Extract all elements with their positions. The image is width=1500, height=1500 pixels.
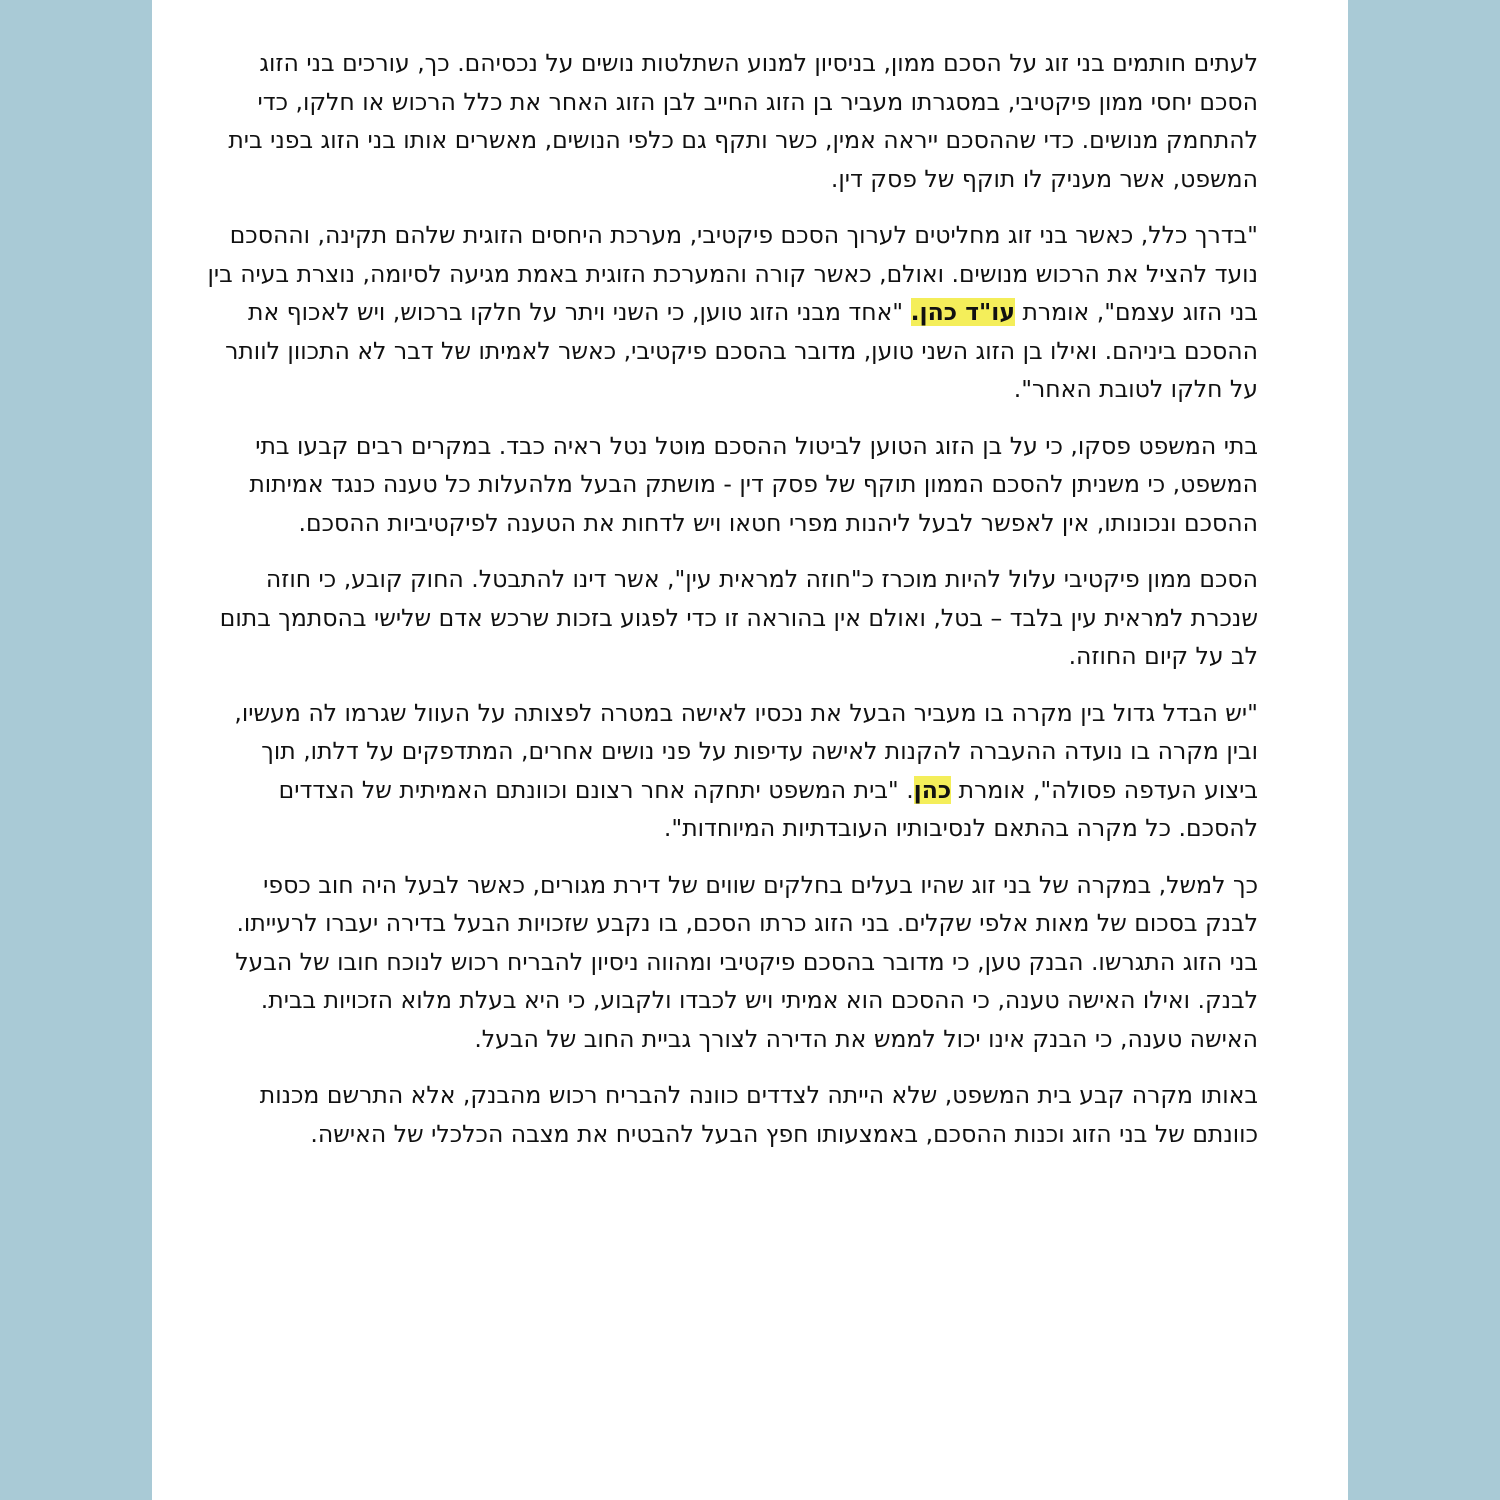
article-paragraph [204, 694, 1258, 848]
paragraph-text: כך למשל, במקרה של בני זוג שהיו בעלים בחלקים שווים של דירת מגורים, כאשר לבעל היה חוב כספי לבנק בסכום של מאות אלפי שקלים. בני הזוג כרתו הסכם, בו נקבע שזכויות הבעל בדירה יעברו לרעייתו. בני הזוג התגרשו. הבנק טען, כי מדובר בהסכם פיקטיבי ומהווה ניסיון להבריח רכוש לנוכח חובו של הבעל לבנק. ואילו האישה טענה, כי ההסכם הוא אמיתי ויש לכבדו ולקבוע, כי היא בעלת מלוא הזכויות בבית. האישה טענה, כי הבנק אינו יכול לממש את הדירה לצורך גביית החוב של הבעל. [235, 870, 1258, 1053]
article-paragraph [204, 44, 1258, 198]
paragraph-text: בתי המשפט פסקו, כי על בן הזוג הטוען לביטול ההסכם מוטל נטל ראיה כבד. במקרים רבים קבעו בתי המשפט, כי משניתן להסכם הממון תוקף של פסק דין - מושתק הבעל מלהעלות כל טענה כנגד אמיתות ההסכם ונכונותו, אין לאפשר לבעל ליהנות מפרי חטאו ויש לדחות את הטענה לפיקטיביות ההסכם. [249, 431, 1258, 537]
article-body [204, 44, 1258, 1171]
paragraph-text: "אחד מבני הזוג טוען, כי השני ויתר על חלקו ברכוש, ויש לאכוף את ההסכם ביניהם. ואילו בן הזוג השני טוען, מדובר בהסכם פיקטיבי, כאשר לאמיתו של דבר לא התכוון לוותר על חלקו לטובת האחר". [225, 298, 1258, 403]
article-paragraph [204, 427, 1258, 543]
paragraph-text: לעתים חותמים בני זוג על הסכם ממון, בניסיון למנוע השתלטות נושים על נכסיהם. כך, עורכים בני הזוג הסכם יחסי ממון פיקטיבי, במסגרתו מעביר בן הזוג החייב לבן הזוג האחר את כלל הרכוש או חלקו, כדי להתחמק מנושים. כדי שההסכם ייראה אמין, כשר ותקף גם כלפי הנושים, מאשרים אותו בני הזוג בפני בית המשפט, אשר מעניק לו תוקף של פסק דין. [228, 49, 1258, 193]
highlighted-name: כהן [913, 775, 952, 804]
paragraph-text: הסכם ממון פיקטיבי עלול להיות מוכרז כ"חוזה למראית עין", אשר דינו להתבטל. החוק קובע, כי חוזה שנכרת למראית עין בלבד – בטל, ואולם אין בהוראה זו כדי לפגוע בזכות שרכש אדם שלישי בהסתמך בתום לב על קיום החוזה. [219, 565, 1258, 670]
article-paragraph [204, 866, 1258, 1059]
article-paragraph [204, 1076, 1258, 1153]
paragraph-text: . "בית המשפט יתחקה אחר רצונם וכוונתם האמיתית של הצדדים להסכם. כל מקרה בהתאם לנסיבותיו העובדתיות המיוחדות". [278, 775, 1258, 842]
highlighted-name: עו"ד כהן. [910, 298, 1016, 326]
paragraph-text: "בדרך כלל, כאשר בני זוג מחליטים לערוך הסכם פיקטיבי, מערכת היחסים הזוגית שלהם תקינה, וההסכם נועד להציל את הרכוש מנושים. ואולם, כאשר קורה והמערכת הזוגית באמת מגיעה לסיומה, נוצרת בעיה בין בני הזוג עצמם", אומרת [207, 221, 1258, 326]
paragraph-text: באותו מקרה קבע בית המשפט, שלא הייתה לצדדים כוונה להבריח רכוש מהבנק, אלא התרשם מכנות כוונתם של בני הזוג וכנות ההסכם, באמצעותו חפץ הבעל להבטיח את מצבה הכלכלי של האישה. [259, 1081, 1258, 1148]
paragraph-text: "יש הבדל גדול בין מקרה בו מעביר הבעל את נכסיו לאישה במטרה לפצותה על העוול שגרמו לה מעשיו, ובין מקרה בו נועדה ההעברה להקנות לאישה עדיפות על פני נושים אחרים, המתדפקים על דלתו, תוך ביצוע העדפה פסולה", אומרת [234, 698, 1258, 804]
article-paragraph [204, 216, 1258, 409]
document-page [152, 0, 1348, 1500]
article-paragraph [204, 560, 1258, 676]
